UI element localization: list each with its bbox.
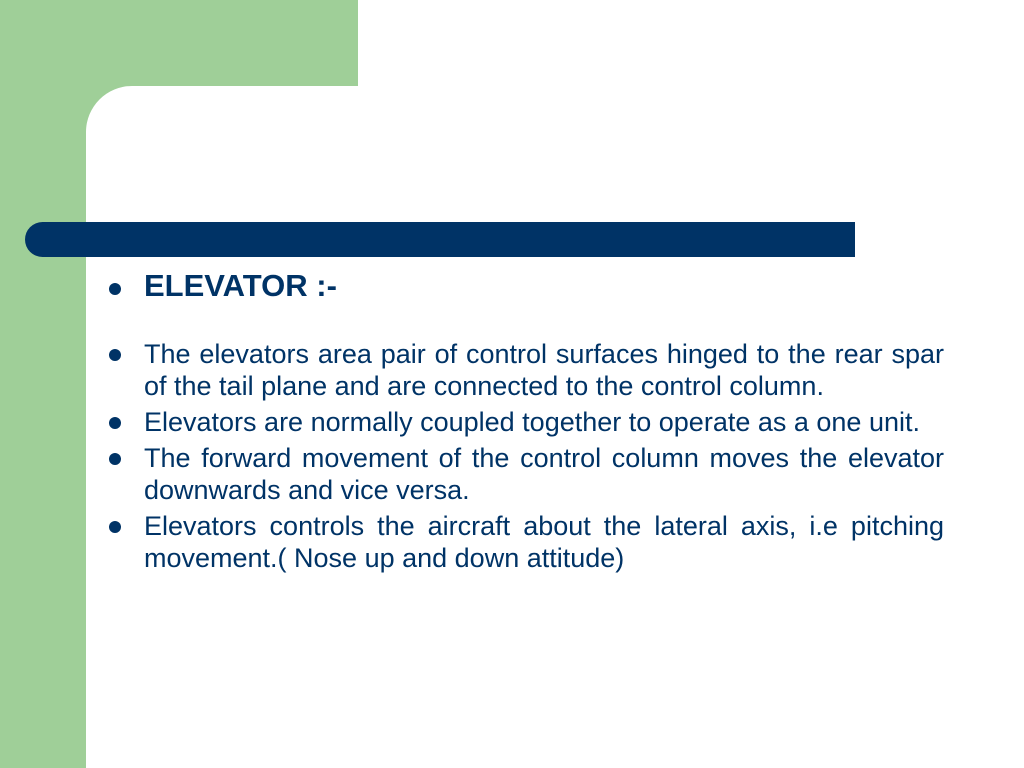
bullet-text: Elevators are normally coupled together to operate as a one unit.: [144, 407, 920, 437]
bullet-text: Elevators controls the aircraft about the lateral axis, i.e pitching movement.( Nose up and down attitude): [144, 511, 944, 573]
list-item: [106, 510, 944, 574]
list-item: [106, 338, 944, 402]
slide-heading: ELEVATOR :-: [144, 268, 337, 303]
title-bar: [25, 222, 855, 257]
bullet-text: The forward movement of the control column moves the elevator downwards and vice versa.: [144, 443, 944, 505]
slide-content: [106, 262, 944, 578]
bullet-text: The elevators area pair of control surfaces hinged to the rear spar of the tail plane and are connected to the control column.: [144, 339, 944, 401]
heading-row: [106, 266, 944, 306]
list-item: [106, 442, 944, 506]
list-item: [106, 406, 944, 438]
